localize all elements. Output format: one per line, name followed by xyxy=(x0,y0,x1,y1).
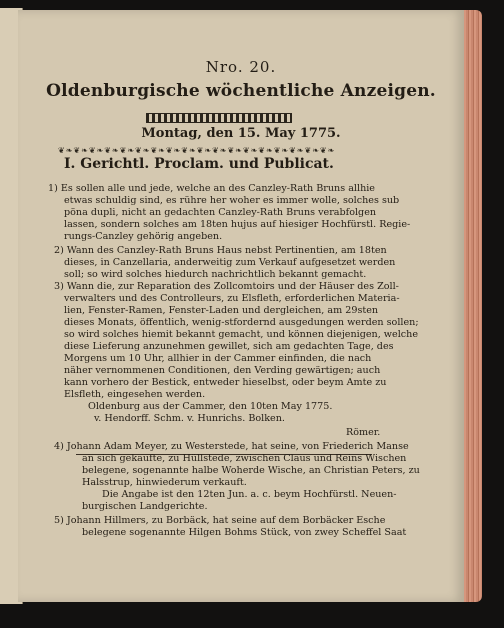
text-line: diese Lieferung anzunehmen gewillet, sich am gedachten Tage, des xyxy=(64,341,394,352)
text-line: Elsfleth, eingesehen werden. xyxy=(64,389,206,400)
text-line: 5) Johann Hillmers, zu Borbäck, hat seine auf dem Borbäcker Esche xyxy=(54,515,386,526)
document-page xyxy=(18,10,464,602)
text-line: rungs-Canzley gehörig angeben. xyxy=(64,231,223,242)
text-line: lien, Fenster-Ramen, Fenster-Laden und dergleichen, am 29sten xyxy=(64,305,379,316)
text-line: 3) Wann die, zur Reparation des Zollcomtoirs und der Häuser des Zoll- xyxy=(54,281,399,292)
text-line: belegene, sogenannte halbe Woherde Wische, an Christian Peters, zu xyxy=(82,465,420,476)
text-line: so wird solches hiemit bekannt gemacht, und können diejenigen, welche xyxy=(64,329,418,340)
section-title: I. Gerichtl. Proclam. und Publicat. xyxy=(64,156,334,172)
text-line: kann vorhero der Bestick, entweder hieselbst, oder beym Amte zu xyxy=(64,377,387,388)
text-line: Morgens um 10 Uhr, allhier in der Cammer einfinden, die nach xyxy=(64,353,372,364)
text-line: Die Angabe ist den 12ten Jun. a. c. beym Hochfürstl. Neuen- xyxy=(102,489,397,500)
newspaper-title: Oldenburgische wöchentliche Anzeigen. xyxy=(46,81,436,101)
text-line: Halsstrup, hinwiederum verkauft. xyxy=(82,477,247,488)
text-line: näher vernommenen Conditionen, den Verding gewärtigen; auch xyxy=(64,365,381,376)
signature-line: Römer. xyxy=(346,427,381,438)
issue-number: Nro. 20. xyxy=(205,58,277,76)
text-line: burgischen Landgerichte. xyxy=(82,501,208,512)
text-line: soll; so wird solches hiedurch nachrichtlich bekannt gemacht. xyxy=(64,269,367,280)
text-line: dieses Monats, öffentlich, wenig-stfordernd ausgedungen werden sollen; xyxy=(64,317,419,328)
text-line: verwalters und des Controlleurs, zu Elsfleth, erforderlichen Materia- xyxy=(64,293,400,304)
signature-line: v. Hendorff. Schm. v. Hunrichs. Bolken. xyxy=(94,413,285,424)
text-line: etwas schuldig sind, es rühre her woher es immer wolle, solches sub xyxy=(64,195,400,206)
text-line: 2) Wann des Canzley-Rath Bruns Haus nebst Pertinentien, am 18ten xyxy=(54,245,387,256)
text-line: 4) Johann Adam Meyer, zu Westerstede, hat seine, von Friederich Manse xyxy=(54,441,409,452)
text-line: dieses, in Canzellaria, anderweitig zum Verkauf aufgesetzet werden xyxy=(64,257,396,268)
text-line: pöna dupli, nicht an gedachten Canzley-Rath Bruns verabfolgen xyxy=(64,207,377,218)
issue-date: Montag, den 15. May 1775. xyxy=(141,126,341,141)
text-line: belegene sogenannte Hilgen Bohms Stück, von zwey Scheffel Saat xyxy=(82,527,407,538)
ornament-bar xyxy=(146,113,292,123)
text-line: an sich gekaufte, zu Hüllstede, zwischen Claus und Reins Wischen xyxy=(82,453,407,464)
text-line: 1) Es sollen alle und jede, welche an des Canzley-Rath Bruns allhie xyxy=(48,183,375,194)
text-line: lassen, sondern solches am 18ten hujus auf hiesiger Hochfürstl. Regie- xyxy=(64,219,411,230)
text-line: Oldenburg aus der Cammer, den 10ten May 1775. xyxy=(88,401,333,412)
ornament-row: ❦❧❦❧❦❧❦❧❦❧❦❧❦❧❦❧❦❧❦❧❦❧❦❧❦❧❦❧❦❧❦❧❦❧❦❧ xyxy=(58,146,336,155)
